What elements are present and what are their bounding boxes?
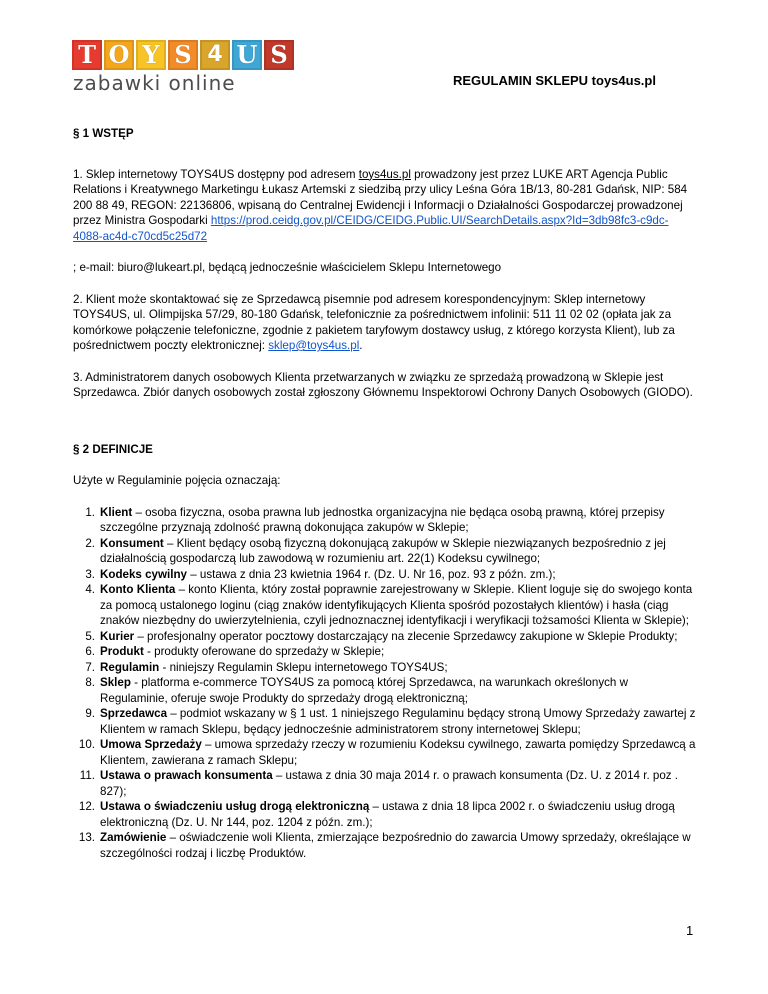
section-1-paragraph-2 xyxy=(73,292,698,354)
definition-item xyxy=(73,567,698,583)
definition-text: – podmiot wskazany w § 1 ust. 1 niniejszego Regulaminu będący stroną Umowy Sprzedaży zawartej z Klientem w ramach Sklepu, będący jednocześnie administratorem strony internetowej Sklepu; xyxy=(100,707,696,736)
definition-item xyxy=(73,629,698,645)
definition-term: Kurier xyxy=(100,629,135,643)
logo-letter-block: S xyxy=(264,40,294,70)
definition-item xyxy=(73,582,698,629)
definition-term: Produkt xyxy=(100,645,144,658)
definition-number: 13. xyxy=(78,831,95,844)
definition-text: – profesjonalny operator pocztowy dostarczający na zlecenie Sprzedawcy zakupione w Sklepie Produkty; xyxy=(134,629,678,643)
definition-term: Konsument xyxy=(100,536,164,550)
definition-item xyxy=(73,830,698,861)
definition-number: 8. xyxy=(85,676,95,689)
shop-email-link[interactable]: sklep@toys4us.pl xyxy=(268,339,360,352)
section-2-intro: Użyte w Regulaminie pojęcia oznaczają: xyxy=(73,474,281,487)
definition-number: 12. xyxy=(78,800,95,813)
definition-number: 10. xyxy=(78,738,95,751)
paragraph-text: 1. Sklep internetowy TOYS4US dostępny pod adresem xyxy=(73,167,359,181)
paragraph-text: 2. Klient może skontaktować się ze Sprzedawcą pisemnie pod adresem korespondencyjnym: Sklep internetowy TOYS4US, ul. Olimpijska 57/29, 80-180 Gdańsk, telefonicznie za pośrednictwem infolinii: 511 11 02 02 (opłata jak za komórkowe połączenie telefoniczne, zgodnie z pakietem taryfowym dostawcy usług, z którego korzysta Klient), lub za pośrednictwem poczty elektronicznej: xyxy=(73,292,675,352)
definition-item xyxy=(73,706,698,737)
definition-number: 3. xyxy=(85,567,95,581)
section-1-paragraph-3: 3. Administratorem danych osobowych Klienta przetwarzanych w związku ze sprzedażą prowadzoną w Sklepie jest Sprzedawca. Zbiór danych osobowych został zgłoszony Głównemu Inspektorowi Ochrony Danych Osobowych (GIODO). xyxy=(73,370,693,399)
definition-text: – Klient będący osobą fizyczną dokonującą zakupów w Sklepie niezwiązanych bezpośrednio z jej działalnością gospodarczą lub zawodową w rozumieniu art. 22(1) Kodeksu cywilnego; xyxy=(100,536,666,565)
definition-number: 5. xyxy=(85,629,95,643)
section-1-paragraph-1 xyxy=(73,167,698,245)
document-body xyxy=(73,126,698,861)
definition-term: Kodeks cywilny xyxy=(100,567,187,581)
section-1-heading: § 1 WSTĘP xyxy=(73,127,134,140)
definition-item xyxy=(73,799,698,830)
definitions-list xyxy=(73,505,698,862)
definition-item xyxy=(73,644,698,660)
logo-letter-block: U xyxy=(232,40,262,70)
definition-text: – konto Klienta, który został poprawnie zarejestrowany w Sklepie. Klient loguje się do swojego konta za pomocą ustalonego loginu (ciąg znaków identyfikujących Klienta spośród pozostałych klientów) i hasła (ciąg znaków niezbędny do uwierzytelnienia, czyli jednoznacznej identyfikacji i weryfikacji tożsamości Klienta w Sklepie); xyxy=(100,583,693,627)
section-2-heading: § 2 DEFINICJE xyxy=(73,442,153,456)
definition-number: 11. xyxy=(79,769,95,782)
definition-text: – umowa sprzedaży rzeczy w rozumieniu Kodeksu cywilnego, zawarta pomiędzy Sprzedawcą a Klientem, zawierana z ramach Sklepu; xyxy=(100,738,696,767)
definition-item xyxy=(73,737,698,768)
definition-text: - niniejszy Regulamin Sklepu internetowego TOYS4US; xyxy=(159,660,448,674)
definition-text: – osoba fizyczna, osoba prawna lub jednostka organizacyjna nie będąca osobą prawną, której przepisy szczególne przyznają zdolność prawną dokonująca zakupów w Sklepie; xyxy=(100,505,665,534)
definition-term: Ustawa o świadczeniu usług drogą elektroniczną xyxy=(100,800,370,813)
logo-tagline: zabawki online xyxy=(73,71,236,95)
definition-item xyxy=(73,505,698,536)
section-1-email-line: ; e-mail: biuro@lukeart.pl, będącą jednocześnie właścicielem Sklepu Internetowego xyxy=(73,261,502,274)
document-title: REGULAMIN SKLEPU toys4us.pl xyxy=(453,73,656,88)
definition-text: – ustawa z dnia 23 kwietnia 1964 r. (Dz. U. Nr 16, poz. 93 z późn. zm.); xyxy=(187,567,556,581)
definition-text: – ustawa z dnia 30 maja 2014 r. o prawach konsumenta (Dz. U. z 2014 r. poz . 827); xyxy=(100,769,679,798)
definition-number: 6. xyxy=(85,645,95,658)
definition-text: - produkty oferowane do sprzedaży w Sklepie; xyxy=(143,645,385,658)
definition-item xyxy=(73,536,698,567)
toys4us-logo xyxy=(72,40,297,95)
definition-term: Sprzedawca xyxy=(100,707,168,720)
definition-term: Zamówienie xyxy=(100,831,167,844)
definition-number: 7. xyxy=(85,660,95,674)
definition-term: Regulamin xyxy=(100,660,160,674)
site-address: toys4us.pl xyxy=(358,167,411,181)
definition-item xyxy=(73,660,698,676)
definition-number: 2. xyxy=(85,536,95,550)
definition-item xyxy=(73,768,698,799)
definition-term: Ustawa o prawach konsumenta xyxy=(100,769,273,782)
ceidg-link[interactable]: https://prod.ceidg.gov.pl/CEIDG/CEIDG.Public.UI/SearchDetails.aspx?Id=3db98fc3-c9dc-4088-ac4d-c70cd5c25d72 xyxy=(73,214,669,243)
definition-text: – oświadczenie woli Klienta, zmierzające bezpośrednio do zawarcia Umowy sprzedaży, określające w szczególności rodzaj i liczbę Produktów. xyxy=(100,831,691,860)
page-number: 1 xyxy=(686,923,694,938)
paragraph-text: . xyxy=(359,339,363,352)
definition-number: 1. xyxy=(85,505,95,519)
definition-number: 9. xyxy=(85,707,95,720)
logo-letter-block: Y xyxy=(136,40,166,70)
definition-term: Umowa Sprzedaży xyxy=(100,738,202,751)
definition-number: 4. xyxy=(85,583,95,596)
definition-term: Klient xyxy=(100,505,133,519)
paragraph-text: prowadzony jest przez LUKE ART Agencja Public Relations i Kreatywnego Marketingu Łukasz Artemski z siedzibą przy ulicy Leśna Góra 1B/13, 80-281 Gdańsk, NIP: 584 200 88 49, REGON: 22136806, wpisaną do Centralnej Ewidencji i Informacji o Działalności Gospodarczej prowadzonej przez Ministra Gospodarki xyxy=(73,167,688,227)
logo-letter-block: T xyxy=(72,40,102,70)
definition-term: Konto Klienta xyxy=(100,583,176,596)
definition-item xyxy=(73,675,698,706)
definition-term: Sklep xyxy=(100,676,131,689)
definition-text: – ustawa z dnia 18 lipca 2002 r. o świadczeniu usług drogą elektroniczną (Dz. U. Nr 144, poz. 1204 z późn. zm.); xyxy=(100,800,675,829)
logo-blocks xyxy=(72,40,296,74)
logo-letter-block: 4 xyxy=(200,40,230,70)
logo-letter-block: O xyxy=(104,40,134,70)
definition-text: - platforma e-commerce TOYS4US za pomocą której Sprzedawca, na warunkach określonych w Regulaminie, oferuje swoje Produkty do sprzedaży drogą elektroniczną; xyxy=(100,676,628,705)
logo-letter-block: S xyxy=(168,40,198,70)
